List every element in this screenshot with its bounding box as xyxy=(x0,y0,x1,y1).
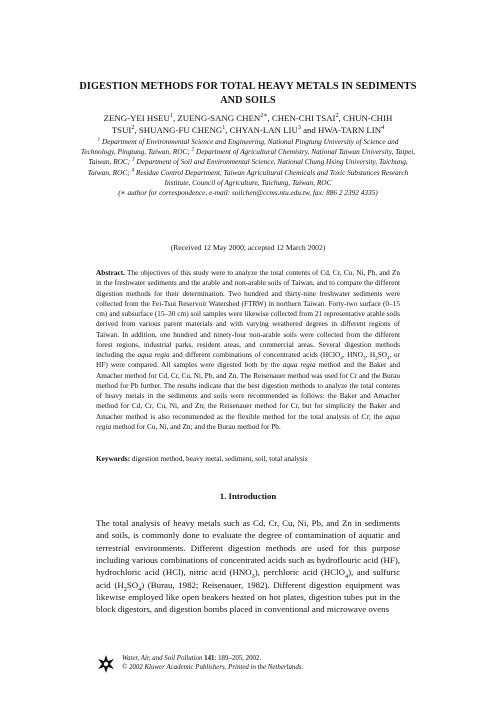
author-text: TSUI xyxy=(111,124,132,135)
author-line-2 xyxy=(82,125,414,137)
journal-volume: 141 xyxy=(202,655,215,662)
affiliation-marker: 4 xyxy=(131,167,135,174)
author-superscript: 2∗ xyxy=(260,113,268,120)
abstract-italic: aqua regia xyxy=(137,350,170,359)
abstract-subscript: 4 xyxy=(387,355,390,362)
journal-footer xyxy=(96,653,400,675)
title-line-1: DIGESTION METHODS FOR TOTAL HEAVY METALS IN SEDIMENTS xyxy=(79,81,417,92)
author-superscript: 3 xyxy=(297,124,301,131)
abstract-text: method for Cu, Ni, and Zn; and the Burau method for Pb. xyxy=(111,421,281,431)
affiliations xyxy=(80,137,416,198)
footer-journal-line xyxy=(122,655,303,664)
abstract-text: , or HF) were compared. All samples were digested both by the xyxy=(96,350,400,370)
keywords xyxy=(96,454,400,464)
footer-citation xyxy=(122,653,303,673)
abstract-text: , HNO xyxy=(342,350,363,359)
abstract-text: SO xyxy=(377,350,388,359)
affiliation-marker: 1 xyxy=(97,136,101,143)
abstract-italic: aqua regia xyxy=(96,411,400,431)
received-dates: (Received 12 May 2000; accepted 12 March 2002) xyxy=(170,243,326,252)
author-text: , ZUENG-SANG CHEN xyxy=(172,113,261,123)
body-text: ), and sulfuric acid (H xyxy=(96,567,400,590)
author-text: and HWA-TARN LIN xyxy=(300,124,382,135)
abstract xyxy=(96,268,400,432)
abstract-subscript: 2 xyxy=(375,355,378,362)
abstract-text: The objectives of this study were to analyze the total contents of Cd, Cr, Cu, Ni, Pb, and Zn in the freshwater sediments and the arable and non-arable soils of Taiwan, and to compare the different digestion methods for their determination. Two hundred and thirty-nine freshwater sediments were collected from the Fei-Tsui Reservoir Watershed (FTRW) in northern Taiwan. Forty-two surface (0–15 cm) and subsurface (15–30 cm) soil samples were likewise collected from 21 representative arable soils derived from various parent materials and with varying weathered degrees in different regions of Taiwan. In addition, one hundred and ninety-four non-arable soils were collected from the different forest regions, industrial parks, resident areas, and commercial areas. Several digestion methods including the xyxy=(96,268,400,359)
author-superscript: 4 xyxy=(381,124,385,131)
author-superscript: 1 xyxy=(222,124,226,131)
footer-copyright: © 2002 Kluwer Academic Publishers. Printed in the Netherlands. xyxy=(122,663,304,671)
author-text: , CHYAN-LAN LIU xyxy=(225,124,298,135)
keywords-text: digestion method, heavy metal, sediment, soil, total analysis xyxy=(130,454,308,463)
author-superscript: 2 xyxy=(131,124,135,131)
author-line-1 xyxy=(82,113,414,125)
correspondence-note: (∗ author for correspondence, e-mail: soilchen@ccms.ntu.edu.tw, fax: 886 2 2392 4335) xyxy=(118,188,378,198)
title-line-2: AND SOILS xyxy=(220,95,276,106)
abstract-text: method and the Baker and Amacher method for Cd, Cr, Cu, Ni, Pb, and Zn. The Reisenauer method was used for Cr and the Burau method for Pb further. The results indicate that the best digestion methods to analyze the total contents of heavy metals in the sediments and soils were recommended as follows: the Baker and Amacher method for Cd, Cr, Cu, Ni, and Zn; the Reisenauer method for Cr, but for simplicity the Baker and Amacher method is also recommended as the flexible method for the total analysis of Cr; the xyxy=(96,360,400,421)
body-text: ), perchloric acid (HClO xyxy=(254,567,345,578)
body-subscript: 2 xyxy=(123,585,127,593)
abstract-subscript: 4 xyxy=(340,355,343,362)
keywords-label: Keywords: xyxy=(96,454,131,463)
body-subscript: 3 xyxy=(251,573,255,581)
author-text: , CHUN-CHIH xyxy=(338,113,393,123)
body-subscript: 4 xyxy=(138,585,142,593)
affiliation-text: Department of Soil and Environmental Science, National Chung Hsing University, Taichung, Taiwan, ROC; xyxy=(87,157,408,177)
introduction-paragraph xyxy=(96,517,400,616)
author-list xyxy=(82,113,414,136)
abstract-text: and different combinations of concentrated acids (HClO xyxy=(169,350,341,359)
section-heading: 1. Introduction xyxy=(219,491,277,501)
body-text: ) (Burau, 1982; Reisenauer, 1982). Different digestion equipment was likewise employed like open beakers heated on hot plates, digestion tubes put in the block digestors, and digestion bombs placed in conventional and microwave ovens xyxy=(96,579,400,615)
journal-pages: : 189–205, 2002. xyxy=(214,655,262,662)
abstract-label: Abstract. xyxy=(96,268,125,277)
abstract-subscript: 3 xyxy=(362,355,366,362)
author-superscript: 2 xyxy=(335,113,339,120)
abstract-text: , H xyxy=(365,350,376,359)
affiliation-text: Department of Environmental Science and Engineering, National Pingtung University of Science and Technology, Pingtung, Taiwan, ROC; xyxy=(80,137,399,157)
paper-title xyxy=(70,80,426,108)
journal-name: Water, Air, and Soil Pollution xyxy=(122,655,203,662)
abstract-italic: aqua regia xyxy=(282,360,316,370)
affiliation-marker: 2 xyxy=(191,146,195,153)
body-text: The total analysis of heavy metals such as Cd, Cr, Cu, Ni, Pb, and Zn in sediments and soils, is commonly done to evaluate the degree of contamination of aquatic and terrestrial environments. Different digestion methods are used for this purpose including various combinations of concentrated acids such as hydroflouric acid (HF), hydrochloric acid (HCl), nitric acid (HNO xyxy=(96,518,400,578)
affiliation-text: Department of Agricultural Chemistry, National Taiwan University, Taipei, Taiwan, ROC; xyxy=(88,147,416,167)
body-subscript: 4 xyxy=(345,573,349,581)
affiliation-marker: 3 xyxy=(132,156,135,163)
affiliation-text: Residue Control Department, Taiwan Agricultural Chemicals and Toxic Substances Research Institute, Council of Agriculture, Taichung, Taiwan, ROC xyxy=(134,167,409,187)
author-text: , CHEN-CHI TSAI xyxy=(267,113,336,123)
author-superscript: 1 xyxy=(169,113,173,120)
author-text: ZENG-YEI HSEU xyxy=(103,113,170,123)
body-text: SO xyxy=(126,579,139,590)
publisher-logo-icon xyxy=(96,653,116,675)
author-text: , SHUANG-FU CHENG xyxy=(134,124,223,135)
